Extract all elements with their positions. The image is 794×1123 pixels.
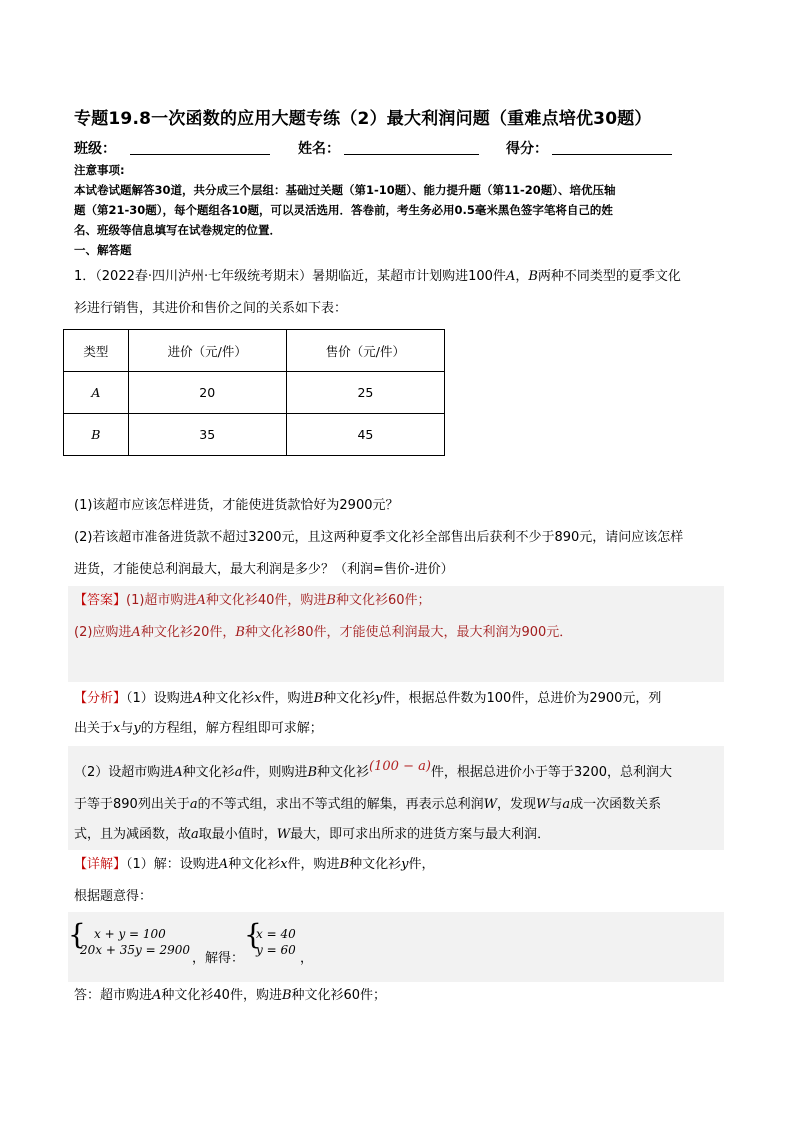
solution: y = 60 — [256, 943, 296, 957]
class-blank[interactable] — [130, 154, 270, 155]
name-blank[interactable] — [344, 154, 479, 155]
detail-answer-line: 答：超市购进A种文化衫40件，购进B种文化衫60件； — [74, 988, 387, 1003]
notice-line: 本试卷试题解答30道，共分成三个层组：基础过关题（第1-10题）、能力提升题（第11-20题）、培优压轴 — [74, 183, 616, 197]
equation-system — [80, 926, 190, 958]
sub-question-1: (1)该超市应该怎样进货，才能使进货款恰好为2900元？ — [74, 498, 399, 513]
table-cell: 20 — [128, 372, 286, 414]
class-label: 班级： — [74, 141, 116, 157]
table-header: 进价（元/件） — [128, 330, 286, 372]
analysis-line: 出关于x与y的方程组，解方程组即可求解； — [74, 721, 323, 736]
detail-line: 根据题意得： — [74, 889, 153, 904]
notice-line: 名、班级等信息填写在试卷规定的位置． — [74, 223, 281, 237]
notice-line: 题（第21-30题），每个题组各10题，可以灵活选用．答卷前，考生务必用0.5毫米黑色签字笔将自己的姓 — [74, 203, 613, 217]
table-cell: B — [64, 414, 129, 456]
table-row — [64, 414, 445, 456]
equation: 20x + 35y = 2900 — [80, 943, 190, 957]
analysis-line: 【分析】（1）设购进A种文化衫x件，购进B种文化衫y件，根据总件数为100件，总进价为2900元，列 — [74, 691, 662, 706]
score-label: 得分： — [506, 141, 548, 157]
sub-question-2: (2)若该超市准备进货款不超过3200元，且这两种夏季文化衫全部售出后获利不少于890元，请问应该怎样 — [74, 530, 684, 545]
table-header-row — [64, 330, 445, 372]
solution-tail: ， — [300, 951, 314, 966]
sub-question-2: 进货，才能使总利润最大，最大利润是多少？（利润=售价-进价） — [74, 562, 454, 577]
question-text: 衫进行销售，其进价和售价之间的关系如下表： — [74, 301, 348, 316]
solution: x = 40 — [256, 927, 296, 941]
answer-line: 【答案】(1)超市购进A种文化衫40件，购进B种文化衫60件； — [74, 593, 431, 608]
analysis-line: 式，且为减函数，故a取最小值时，W最大，即可求出所求的进货方案与最大利润． — [74, 827, 551, 842]
answer-line: (2)应购进A种文化衫20件，B种文化衫80件，才能使总利润最大，最大利润为900元． — [74, 625, 573, 640]
expression: (100 − a) — [369, 759, 431, 774]
brace-icon: { — [244, 918, 262, 951]
analysis-line: 于等于890列出关于a的不等式组，求出不等式组的解集，再表示总利润W，发现W与a成一次函数关系 — [74, 797, 662, 812]
detail-line: 【详解】（1）解：设购进A种文化衫x件，购进B种文化衫y件， — [74, 857, 435, 872]
table-row — [64, 372, 445, 414]
student-info-line — [74, 138, 724, 158]
question-text: 1．（2022春·四川泸州·七年级统考期末）暑期临近，某超市计划购进100件A，B两种不同类型的夏季文化 — [74, 269, 681, 284]
solve-text: ，解得： — [192, 951, 245, 966]
table-cell: 25 — [286, 372, 444, 414]
table-cell: A — [64, 372, 129, 414]
name-label: 姓名： — [298, 141, 340, 157]
score-blank[interactable] — [552, 154, 672, 155]
table-header: 类型 — [64, 330, 129, 372]
notice-heading: 注意事项: — [74, 163, 125, 177]
table-header: 售价（元/件） — [286, 330, 444, 372]
brace-icon: { — [68, 918, 86, 951]
equation: x + y = 100 — [94, 927, 166, 941]
table-cell: 35 — [128, 414, 286, 456]
section-heading: 一、解答题 — [74, 243, 132, 257]
table-cell: 45 — [286, 414, 444, 456]
price-table — [63, 329, 445, 456]
page-title: 专题19.8一次函数的应用大题专练（2）最大利润问题（重难点培优30题） — [74, 109, 652, 129]
solution-system — [256, 926, 296, 958]
analysis-line: （2）设超市购进A种文化衫a件，则购进B种文化衫(100 − a)件，根据总进价小于等于3200，总利润大 — [74, 759, 673, 780]
